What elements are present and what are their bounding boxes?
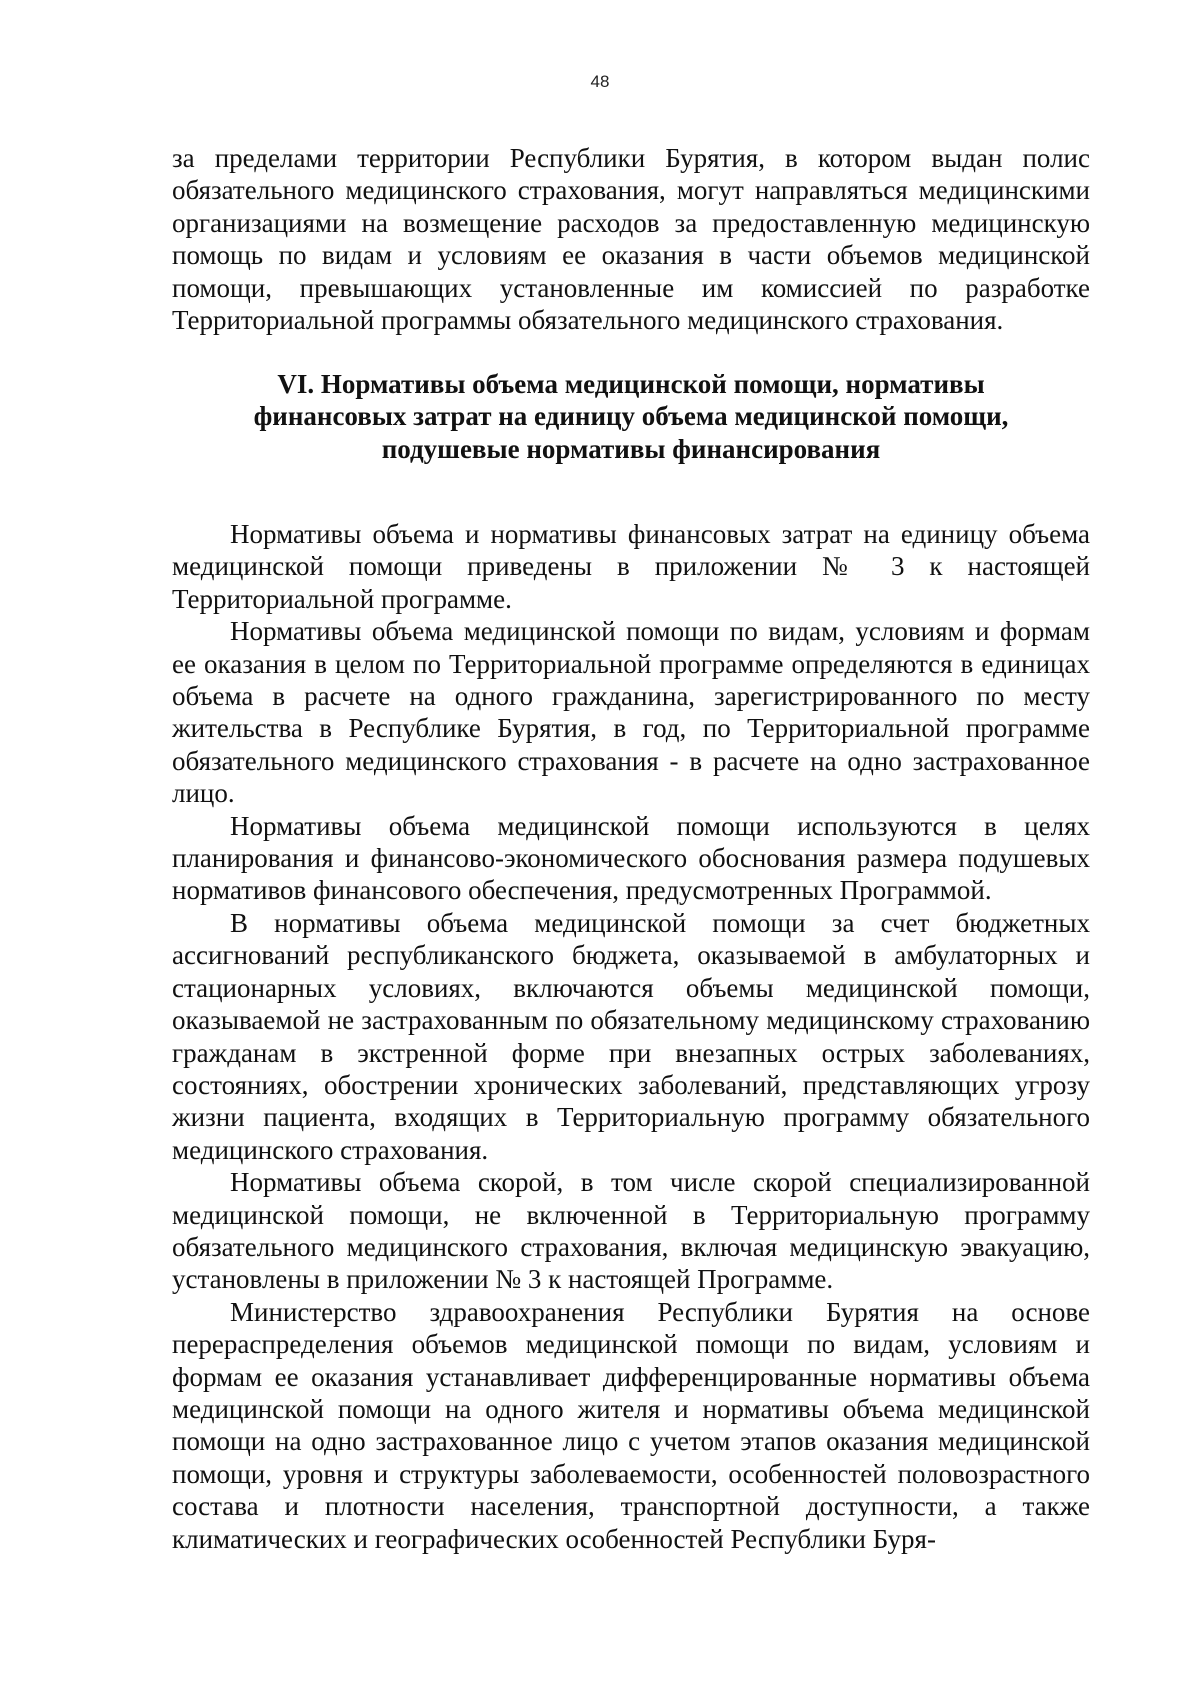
section-heading-line-3: подушевые нормативы финансирования — [381, 433, 881, 464]
section-body — [172, 518, 1090, 1555]
section-heading-line-2: финансовых затрат на единицу объема медицинской помощи, — [253, 401, 1009, 432]
paragraph-3: Нормативы объема медицинской помощи используются в целях планирования и финансово-экономического обоснования размера подушевых нормативов финансового обеспечения, предусмотренных Программой. — [172, 810, 1090, 906]
paragraph-6: Министерство здравоохранения Республики Бурятия на основе перераспределения объемов медицинской помощи по видам, условиям и формам ее оказания устанавливает дифференцированные нормативы объема медицинской помощи на одного жителя и нормативы объема медицинской помощи на одно застрахованное лицо с учетом этапов оказания медицинской помощи, уровня и структуры заболеваемости, особенностей половозрастного состава и плотности населения, транспортной доступности, а также климатических и географических особенностей Республики Буря- — [172, 1296, 1090, 1554]
continuation-paragraph: за пределами территории Республики Бурятия, в котором выдан полис обязательного медицинского страхования, могут направляться медицинскими организациями на возмещение расходов за предоставленную медицинскую помощь по видам и условиям ее оказания в части объемов медицинской помощи, превышающих установленные им комиссией по разработке Территориальной программы обязательного медицинского страхования. — [172, 143, 1090, 336]
page-number: 48 — [590, 72, 610, 91]
paragraph-1: Нормативы объема и нормативы финансовых затрат на единицу объема медицинской помощи приведены в приложении № 3 к настоящей Территориальной программе. — [172, 519, 1090, 614]
paragraph-5: Нормативы объема скорой, в том числе скорой специализированной медицинской помощи, не включенной в Территориальную программу обязательного медицинского страхования, включая медицинскую эвакуацию, установлены в приложении № 3 к настоящей Программе. — [172, 1167, 1090, 1295]
section-heading-line-1: VI. Нормативы объема медицинской помощи, нормативы — [277, 369, 985, 399]
section-heading — [172, 368, 1090, 465]
paragraph-4: В нормативы объема медицинской помощи за счет бюджетных ассигнований республиканского бюджета, оказываемой в амбулаторных и стационарных условиях, включаются объемы медицинской помощи, оказываемой не застрахованным по обязательному медицинскому страхованию гражданам в экстренной форме при внезапных острых заболеваниях, состояниях, обострении хронических заболеваний, представляющих угрозу жизни пациента, входящих в Территориальную программу обязательного медицинского страхования. — [172, 907, 1090, 1165]
paragraph-2: Нормативы объема медицинской помощи по видам, условиям и формам ее оказания в целом по Территориальной программе определяются в единицах объема в расчете на одного гражданина, зарегистрированного по месту жительства в Республике Бурятия, в год, по Территориальной программе обязательного медицинского страхования - в расчете на одно застрахованное лицо. — [172, 616, 1090, 809]
